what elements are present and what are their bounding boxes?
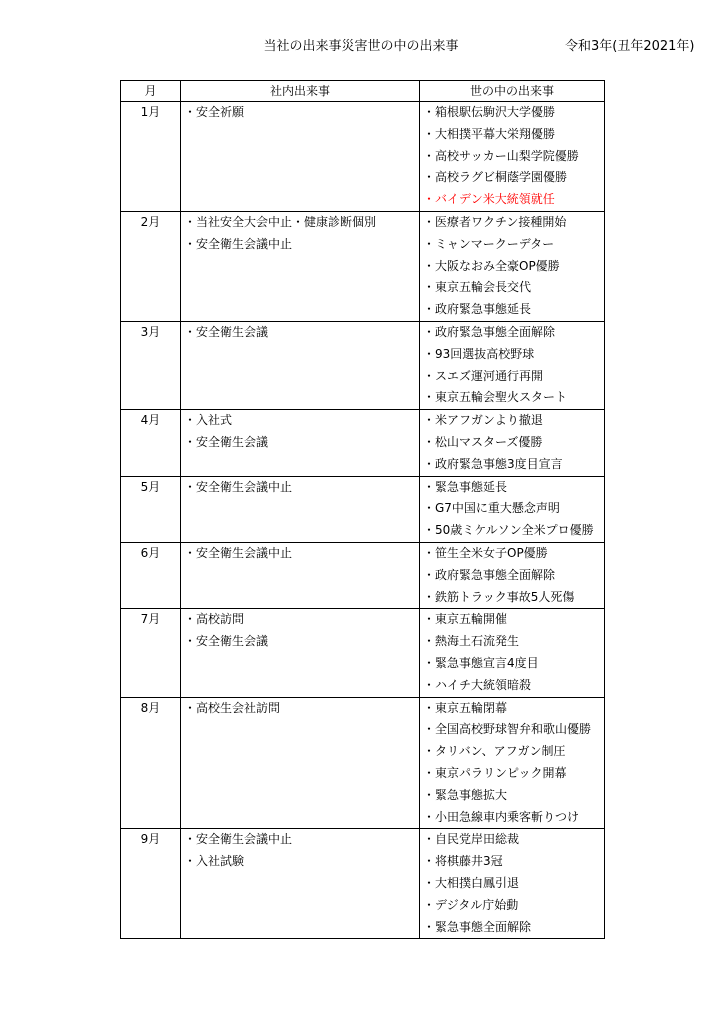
month-cell	[121, 698, 181, 829]
world-event-item: ・東京五輪開催	[423, 612, 508, 627]
company-events-cell	[181, 543, 420, 608]
month-row	[121, 543, 604, 609]
world-event-item: ・緊急事態宣言4度目	[423, 655, 539, 670]
world-events-cell	[420, 102, 604, 211]
world-event-item: ・G7中国に重大懸念声明	[423, 501, 560, 516]
world-event-item: ・大相撲白鳳引退	[423, 875, 520, 890]
world-event-item: ・ハイチ大統領暗殺	[423, 677, 532, 692]
world-event-item: ・全国高校野球智弁和歌山優勝	[423, 722, 592, 737]
world-event-item: ・医療者ワクチン接種開始	[423, 215, 567, 229]
world-event-item: ・政府緊急事態延長	[423, 302, 532, 317]
world-event-item: ・将棋藤井3冠	[423, 854, 503, 869]
header-company-events	[181, 81, 420, 101]
company-event-item: ・安全衛生会議	[184, 325, 269, 339]
header-world-events	[420, 81, 604, 101]
month-cell	[121, 212, 181, 321]
world-events-cell	[420, 477, 604, 542]
world-event-item: ・米アフガンより撤退	[423, 413, 543, 428]
month-label: 2月	[140, 215, 161, 229]
header-month-label: 月	[144, 84, 157, 98]
world-event-item: ・緊急事態全面解除	[423, 919, 532, 934]
month-cell	[121, 543, 181, 608]
company-event-item: ・当社安全大会中止・健康診断個別	[184, 215, 377, 229]
month-label: 1月	[140, 105, 161, 119]
month-row	[121, 102, 604, 212]
month-label: 6月	[140, 545, 161, 560]
header-month	[121, 81, 181, 101]
company-events-cell	[181, 212, 420, 321]
world-events-cell	[420, 829, 604, 938]
company-event-item: ・高校訪問	[184, 612, 245, 627]
month-row	[121, 410, 604, 476]
table-header-row	[121, 81, 604, 102]
month-cell	[121, 322, 181, 409]
company-events-cell	[181, 698, 420, 829]
company-events-cell	[181, 410, 420, 475]
world-event-item: ・バイデン米大統領就任	[423, 192, 555, 207]
world-events-cell	[420, 410, 604, 475]
company-event-item: ・入社式	[184, 413, 233, 428]
header-company-events-label: 社内出来事	[269, 84, 330, 98]
company-event-item: ・入社試験	[184, 854, 245, 869]
world-event-item: ・大相撲平幕大栄翔優勝	[423, 126, 556, 141]
company-event-item: ・安全衛生会議中止	[184, 479, 293, 494]
world-event-item: ・自民党岸田総裁	[423, 832, 520, 847]
month-cell	[121, 609, 181, 696]
world-event-item: ・93回選抜高校野球	[423, 346, 535, 361]
company-events-cell	[181, 829, 420, 938]
month-row	[121, 609, 604, 697]
month-label: 7月	[140, 612, 161, 627]
header-world-events-label: 世の中の出来事	[469, 84, 554, 98]
company-event-item: ・安全衛生会議	[184, 434, 269, 449]
world-event-item: ・50歳ミケルソン全米プロ優勝	[423, 523, 594, 538]
world-event-item: ・笹生全米女子OP優勝	[423, 545, 548, 560]
world-event-item: ・鉄筋トラック事故5人死傷	[423, 589, 575, 604]
world-event-item: ・政府緊急事態全面解除	[423, 567, 556, 582]
world-events-cell	[420, 698, 604, 829]
month-label: 9月	[140, 832, 161, 847]
era-year-label: 令和3年(丑年2021年)	[565, 39, 695, 54]
world-events-cell	[420, 543, 604, 608]
world-events-cell	[420, 212, 604, 321]
company-events-cell	[181, 477, 420, 542]
world-event-item: ・ミャンマークーデター	[423, 236, 555, 251]
world-event-item: ・緊急事態延長	[423, 479, 508, 494]
company-event-item: ・安全衛生会議	[184, 634, 269, 649]
company-event-item: ・高校生会社訪問	[184, 700, 281, 715]
company-events-cell	[181, 322, 420, 409]
world-event-item: ・高校サッカー山梨学院優勝	[423, 148, 579, 163]
month-row	[121, 322, 604, 410]
company-event-item: ・安全祈願	[184, 105, 245, 119]
world-events-cell	[420, 609, 604, 696]
world-event-item: ・東京五輪閉幕	[423, 700, 508, 715]
month-cell	[121, 102, 181, 211]
events-table	[120, 80, 605, 939]
world-event-item: ・小田急線車内乗客斬りつけ	[423, 809, 580, 824]
world-event-item: ・東京パラリンピック開幕	[423, 765, 567, 780]
company-events-cell	[181, 102, 420, 211]
world-event-item: ・デジタル庁始動	[423, 897, 519, 912]
world-event-item: ・東京五輪会聖火スタート	[423, 390, 568, 405]
world-event-item: ・箱根駅伝駒沢大学優勝	[423, 105, 556, 119]
month-row	[121, 698, 604, 830]
company-event-item: ・安全衛生会議中止	[184, 832, 293, 847]
company-event-item: ・安全衛生会議中止	[184, 236, 293, 251]
month-label: 4月	[140, 413, 161, 428]
world-events-cell	[420, 322, 604, 409]
month-row	[121, 829, 604, 938]
document-title: 当社の出来事災害世の中の出来事	[263, 39, 459, 54]
world-event-item: ・熱海土石流発生	[423, 634, 520, 649]
world-event-item: ・タリバン、アフガン制圧	[423, 744, 566, 759]
month-row	[121, 477, 604, 543]
company-events-cell	[181, 609, 420, 696]
month-cell	[121, 410, 181, 475]
world-event-item: ・政府緊急事態全面解除	[423, 325, 556, 339]
world-event-item: ・大阪なおみ全豪OP優勝	[423, 258, 560, 273]
world-event-item: ・政府緊急事態3度目宣言	[423, 456, 563, 471]
month-cell	[121, 477, 181, 542]
world-event-item: ・緊急事態拡大	[423, 787, 508, 802]
world-event-item: ・スエズ運河通行再開	[423, 368, 544, 383]
month-label: 8月	[140, 700, 161, 715]
company-event-item: ・安全衛生会議中止	[184, 545, 293, 560]
month-row	[121, 212, 604, 322]
world-event-item: ・高校ラグビ桐蔭学園優勝	[423, 170, 568, 185]
month-label: 5月	[140, 479, 161, 494]
world-event-item: ・松山マスターズ優勝	[423, 434, 543, 449]
month-label: 3月	[140, 325, 161, 339]
world-event-item: ・東京五輪会長交代	[423, 280, 532, 295]
month-cell	[121, 829, 181, 938]
